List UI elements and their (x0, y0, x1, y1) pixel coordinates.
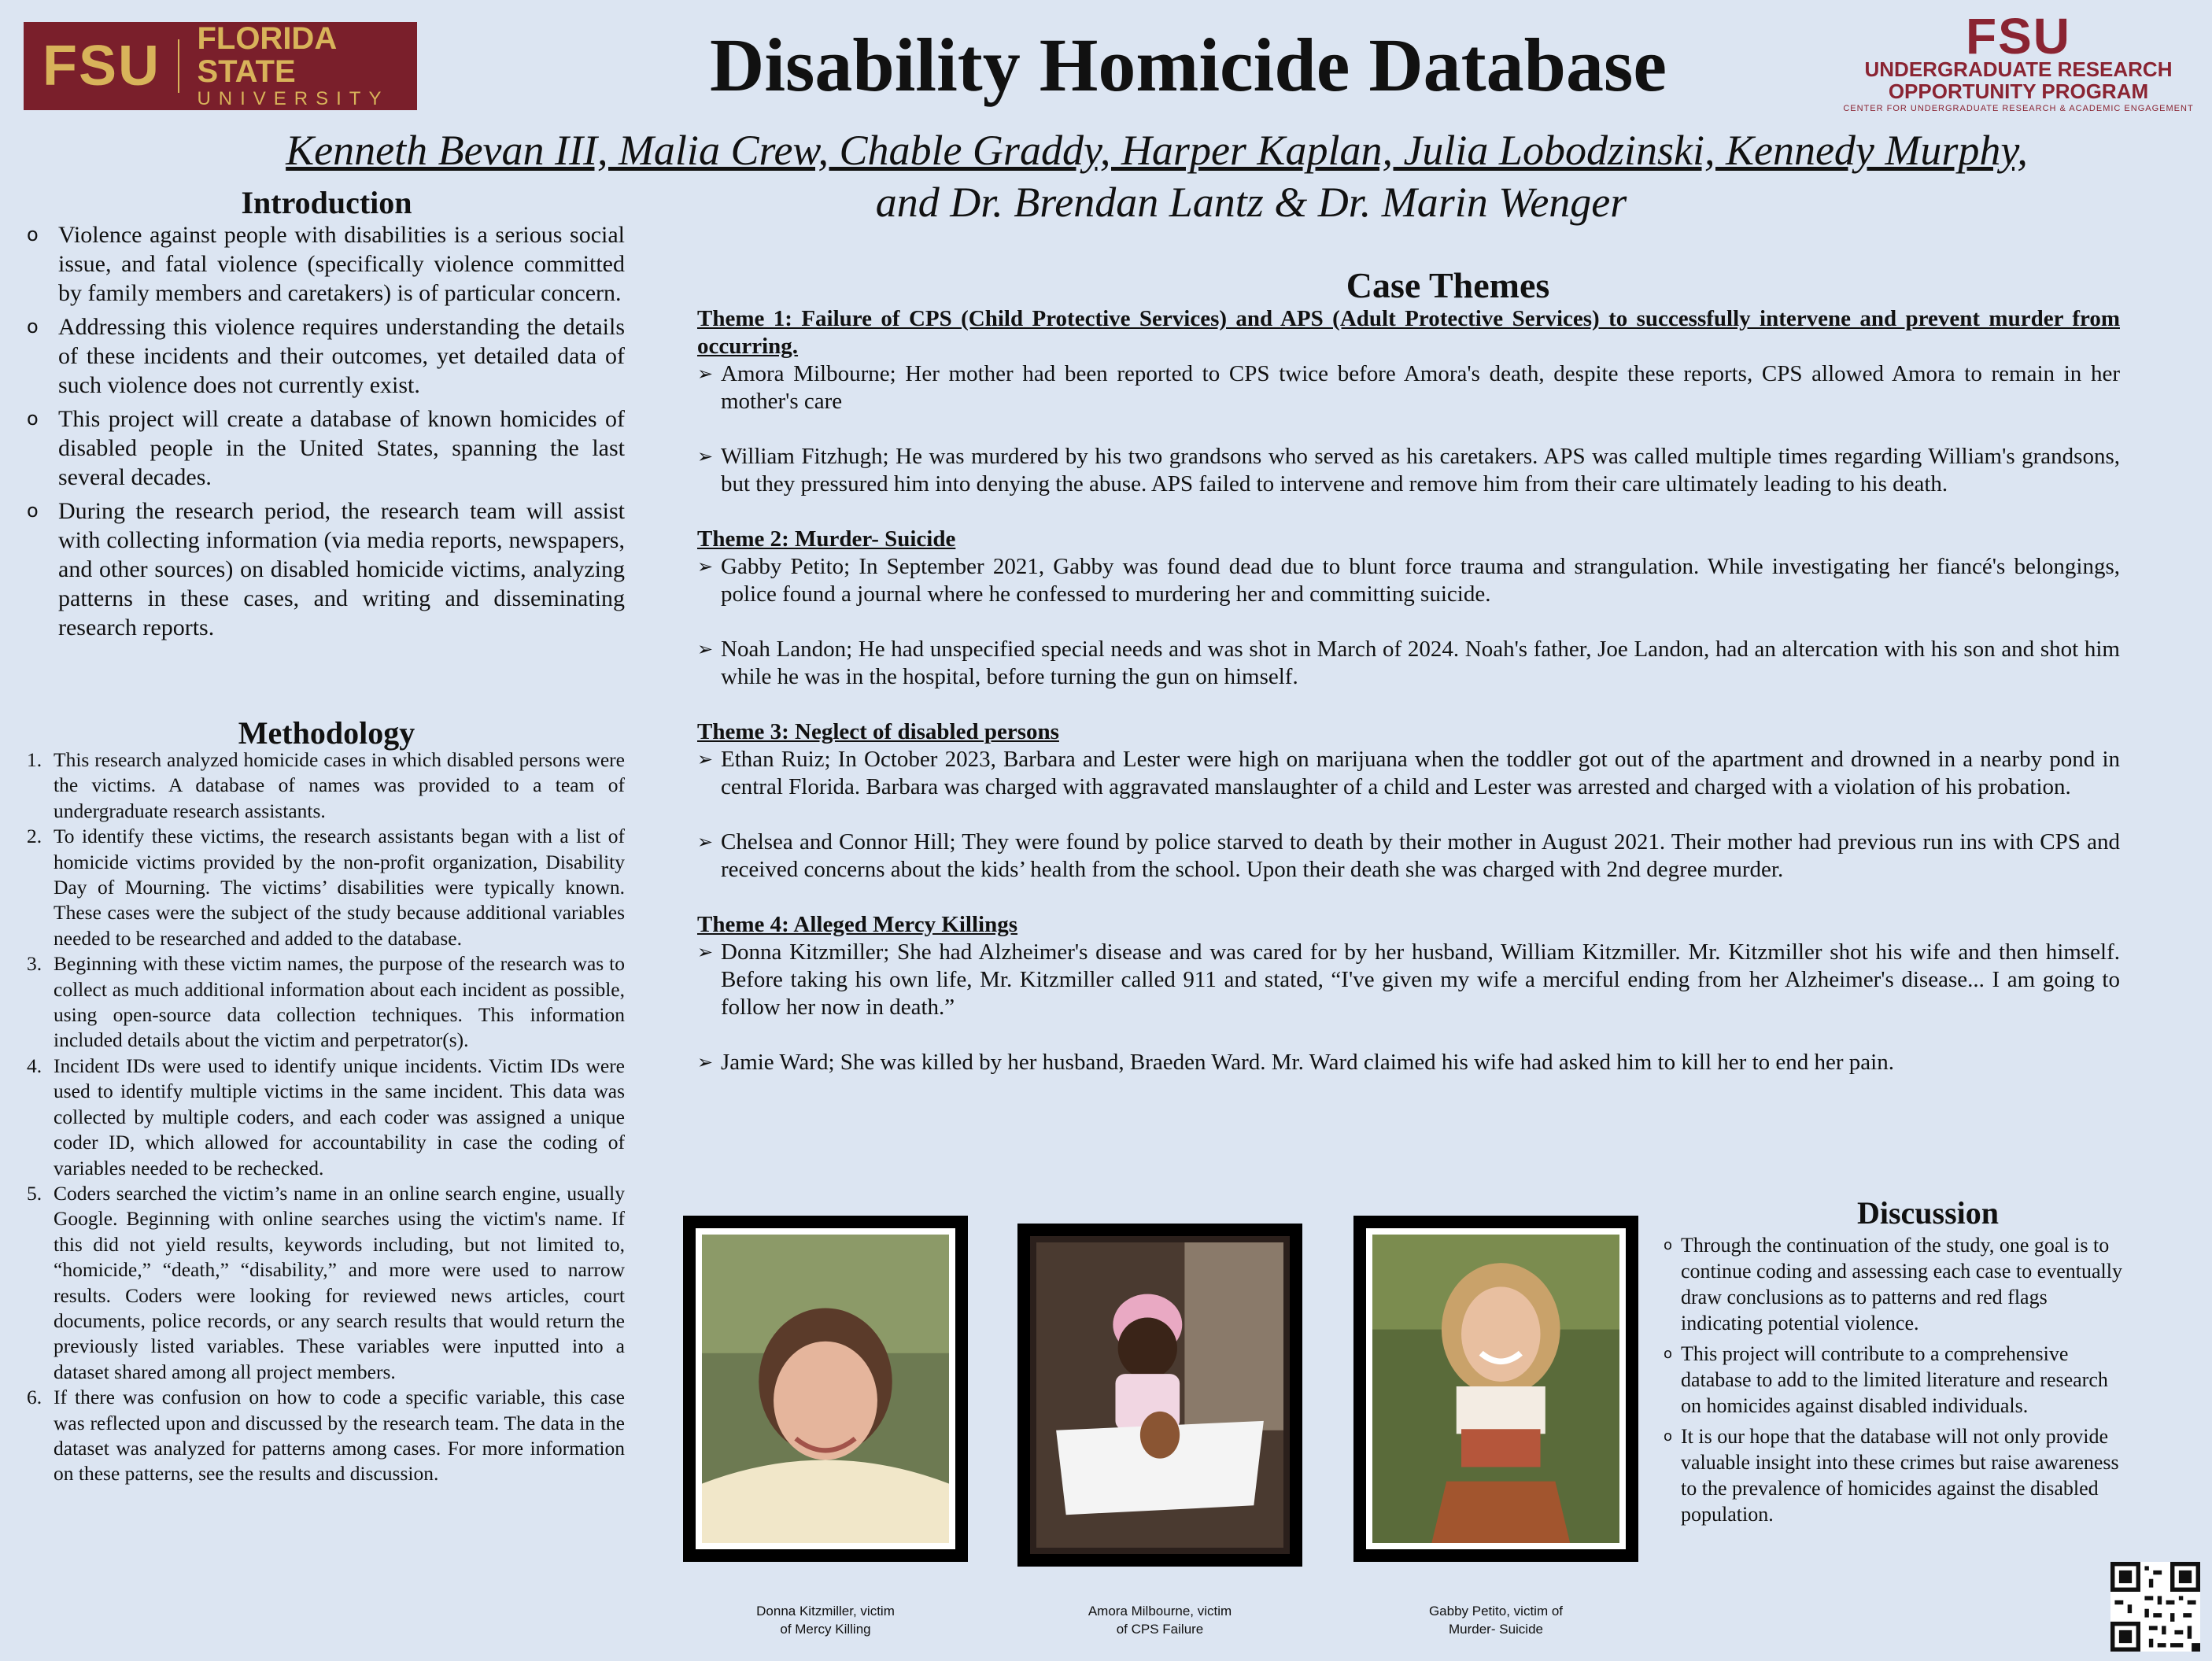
bullet-marker: o (1664, 1428, 1673, 1445)
urop-logo-monogram: FSU (1966, 8, 2071, 65)
case-text: Jamie Ward; She was killed by her husband, Braeden Ward. Mr. Ward claimed his wife had asked him to kill her to end her pain. (721, 1050, 1894, 1075)
urop-logo (1826, 8, 2211, 115)
case-themes (697, 305, 2120, 1076)
case-text: Gabby Petito; In September 2021, Gabby was found dead due to blunt force trauma and strangulation. While investigating her fiancé's belongings, police found a journal where he confessed to murdering her and committing suicide. (721, 554, 2120, 607)
arrow-bullet-icon: ➢ (697, 638, 714, 660)
authors-line-2: and Dr. Brendan Lantz & Dr. Marin Wenger (875, 179, 1627, 226)
theme-3-title: Theme 3: Neglect of disabled persons (697, 719, 1059, 744)
case-text: Noah Landon; He had unspecified special needs and was shot in March of 2024. Noah's father, Joe Landon, had an altercation with his son and shot him while he was in the hospital, before turning the gun on himself. (721, 637, 2120, 689)
introduction-item (27, 220, 625, 308)
caption-line: of CPS Failure (1116, 1622, 1204, 1637)
photo-caption-amora (1017, 1602, 1302, 1638)
urop-logo-line3: CENTER FOR UNDERGRADUATE RESEARCH & ACADEMIC ENGAGEMENT (1843, 104, 2194, 113)
case-item (697, 553, 2120, 608)
photo-donna-kitzmiller (683, 1216, 968, 1562)
photo-caption-donna (683, 1602, 968, 1638)
case-text: Amora Milbourne; Her mother had been reported to CPS twice before Amora's death, despite these reports, CPS allowed Amora to remain in her mother's care (721, 361, 2120, 414)
discussion-item (1664, 1341, 2131, 1419)
arrow-bullet-icon: ➢ (697, 1051, 714, 1073)
methodology-item (27, 1054, 625, 1181)
discussion-item-text: Through the continuation of the study, one goal is to continue coding and assessing each case to eventually draw conclusions as to patterns and red flags indicating potential violence. (1681, 1234, 2122, 1334)
case-themes-heading: Case Themes (1346, 265, 1550, 305)
case-item (697, 1049, 2120, 1076)
theme-1-title: Theme 1: Failure of CPS (Child Protective Services) and APS (Adult Protective Services) to successfully intervene and prevent murder from occurring. (697, 306, 2120, 359)
discussion-heading: Discussion (1856, 1195, 2000, 1231)
methodology-item-text: Incident IDs were used to identify unique incidents. Victim IDs were used to identify multiple victims in the same incident. This data was collected by multiple coders, and each coder was assigned a unique coder ID, which allowed for accountability in case the coding of variables needed to be rechecked. (54, 1054, 625, 1179)
fsu-logo (24, 22, 417, 110)
caption-line: Murder- Suicide (1449, 1622, 1543, 1637)
discussion-item (1664, 1423, 2131, 1527)
methodology-item-number: 5. (27, 1181, 42, 1205)
bullet-marker: o (27, 316, 39, 338)
fsu-logo-name: FLORIDA STATE (197, 21, 336, 89)
arrow-bullet-icon: ➢ (697, 748, 714, 770)
poster-title: Disability Homicide Database (710, 23, 1667, 107)
case-item (697, 360, 2120, 415)
fsu-logo-divider (178, 39, 179, 93)
discussion-list (1664, 1232, 2131, 1532)
arrow-bullet-icon: ➢ (697, 445, 714, 467)
introduction-heading: Introduction (241, 185, 412, 220)
case-item (697, 443, 2120, 498)
methodology-item-text: To identify these victims, the research assistants began with a list of homicide victims provided by the non-profit organization, Disability Day of Mourning. The victims’ disabilities were typically known. These cases were the subject of the study because additional variables needed to be researched and added to the database. (54, 825, 625, 950)
methodology-list (27, 747, 625, 1487)
arrow-bullet-icon: ➢ (697, 941, 714, 963)
bullet-marker: o (1664, 1345, 1673, 1362)
portrait-image (1372, 1235, 1619, 1543)
introduction-item (27, 496, 625, 642)
methodology-item-text: This research analyzed homicide cases in which disabled persons were the victims. A database of names was provided to a team of undergraduate research assistants. (54, 748, 625, 822)
caption-line: of Mercy Killing (780, 1622, 871, 1637)
photo-caption-gabby (1353, 1602, 1638, 1638)
urop-logo-line2: OPPORTUNITY PROGRAM (1888, 79, 2149, 103)
arrow-bullet-icon: ➢ (697, 831, 714, 853)
caption-line: Donna Kitzmiller, victim (756, 1604, 895, 1619)
fsu-logo-monogram: FSU (42, 35, 161, 98)
introduction-item-text: This project will create a database of known homicides of disabled people in the United States, spanning the last several decades. (58, 406, 625, 490)
arrow-bullet-icon: ➢ (697, 556, 714, 578)
methodology-item (27, 1385, 625, 1487)
discussion-item-text: It is our hope that the database will not only provide valuable insight into these crimes but raise awareness to the prevalence of homicides against the disabled population. (1681, 1425, 2119, 1526)
arrow-bullet-icon: ➢ (697, 363, 714, 385)
methodology-item-number: 2. (27, 825, 42, 848)
methodology-item-number: 1. (27, 748, 42, 771)
introduction-list (27, 220, 625, 647)
authors-line-1: Kenneth Bevan III, Malia Crew, Chable Graddy, Harper Kaplan, Julia Lobodzinski, Kennedy Murphy, (286, 127, 2028, 174)
photo-amora-milbourne (1017, 1224, 1302, 1567)
methodology-item (27, 747, 625, 824)
bullet-marker: o (27, 223, 39, 245)
case-item (697, 829, 2120, 884)
methodology-item-number: 4. (27, 1054, 42, 1077)
methodology-item-number: 6. (27, 1386, 42, 1409)
fsu-logo-subname: UNIVERSITY (197, 88, 390, 109)
introduction-item (27, 404, 625, 492)
methodology-item-text: Coders searched the victim’s name in an online search engine, usually Google. Beginning with online searches using the victim's name. If this did not yield results, keywords including, but not limited to, “homicide,” “death,” “disability,” and more were used to narrow results. Coders were looking for reviewed news articles, court documents, police records, or any search results that would return the previously listed variables. These variables were inputted into a dataset shared among all project members. (54, 1181, 625, 1383)
case-item (697, 746, 2120, 801)
case-item (697, 939, 2120, 1021)
case-text: Ethan Ruiz; In October 2023, Barbara and Lester were high on marijuana when the toddler got out of the apartment and drowned in a nearby pond in central Florida. Barbara was charged with aggravated manslaughter of a child and Lester was arrested and charged with a violation of his probation. (721, 747, 2120, 799)
methodology-item (27, 824, 625, 951)
photo-gabby-petito (1353, 1216, 1638, 1562)
discussion-item (1664, 1232, 2131, 1336)
portrait-image (702, 1235, 949, 1543)
case-text: Chelsea and Connor Hill; They were found by police starved to death by their mother in August 2021. Their mother had previous run ins with CPS and received concerns about the kids’ health from the school. Upon their death she was charged with 2nd degree murder. (721, 829, 2120, 882)
introduction-item-text: Violence against people with disabilities is a serious social issue, and fatal violence (specifically violence committed by family members and caretakers) is of particular concern. (58, 222, 625, 306)
qr-code-icon[interactable] (2110, 1562, 2200, 1652)
methodology-item (27, 1181, 625, 1385)
theme-4-title: Theme 4: Alleged Mercy Killings (697, 912, 1018, 937)
case-text: Donna Kitzmiller; She had Alzheimer's disease and was cared for by her husband, William Kitzmiller. Mr. Kitzmiller shot his wife and then himself. Before taking his own life, Mr. Kitzmiller called 911 and stated, “I've given my wife a merciful ending from her Alzheimer's disease... I am going to follow her now in death.” (721, 939, 2120, 1020)
caption-line: Gabby Petito, victim of (1428, 1604, 1564, 1619)
methodology-item-text: If there was confusion on how to code a specific variable, this case was reflected upon and discussed by the research team. The data in the dataset was analyzed for patterns among cases. For more information on these patterns, see the results and discussion. (54, 1386, 625, 1486)
bullet-marker: o (1664, 1237, 1673, 1253)
portrait-image (1036, 1242, 1283, 1548)
theme-2-title: Theme 2: Murder- Suicide (697, 526, 956, 552)
bullet-marker: o (27, 500, 39, 522)
case-item (697, 636, 2120, 691)
introduction-item (27, 312, 625, 400)
methodology-item-text: Beginning with these victim names, the purpose of the research was to collect as much additional information about each incident as possible, using open-source data collection techniques. This information included details about the victim and perpetrator(s). (54, 952, 625, 1052)
urop-logo-line1: UNDERGRADUATE RESEARCH (1864, 57, 2173, 81)
introduction-item-text: During the research period, the research team will assist with collecting information (via media reports, newspapers, and other sources) on disabled homicide victims, analyzing patterns in these cases, and writing and disseminating research reports. (58, 498, 625, 640)
discussion-item-text: This project will contribute to a comprehensive database to add to the limited literature and research on homicides against disabled individuals. (1681, 1342, 2108, 1417)
methodology-item-number: 3. (27, 952, 42, 976)
introduction-item-text: Addressing this violence requires understanding the details of these incidents and their outcomes, yet detailed data of such violence does not currently exist. (58, 314, 625, 398)
caption-line: Amora Milbourne, victim (1088, 1604, 1232, 1619)
methodology-heading: Methodology (238, 715, 415, 751)
bullet-marker: o (27, 408, 39, 430)
methodology-item (27, 951, 625, 1054)
case-text: William Fitzhugh; He was murdered by his two grandsons who served as his caretakers. APS was called multiple times regarding William's grandsons, but they pressured him into denying the abuse. APS failed to intervene and remove him from their care ultimately leading to his death. (721, 444, 2120, 496)
